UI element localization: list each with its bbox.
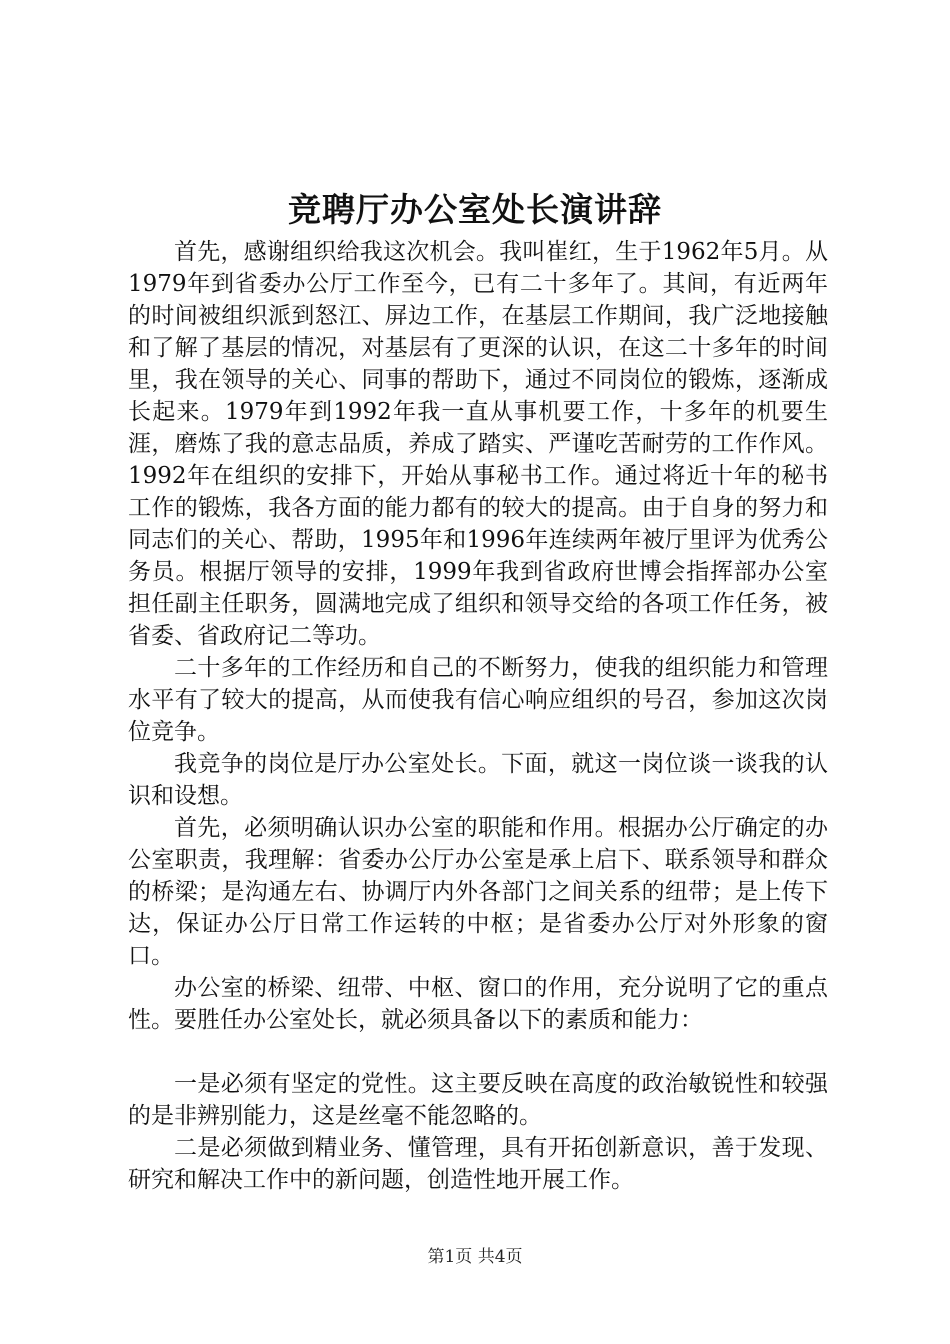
paragraph-position: 我竞争的岗位是厅办公室处长。下面，就这一岗位谈一谈我的认识和设想。: [128, 751, 828, 809]
paragraph-requirements: 办公室的桥梁、纽带、中枢、窗口的作用，充分说明了它的重点性。要胜任办公室处长，就必须具备以下的素质和能力：: [128, 975, 828, 1033]
document-title: 竞聘厅办公室处长演讲辞: [288, 190, 662, 229]
page-number-footer: 第1页 共4页: [427, 1247, 523, 1267]
paragraph-experience: 二十多年的工作经历和自己的不断努力，使我的组织能力和管理水平有了较大的提高，从而使我有信心响应组织的号召，参加这次岗位竞争。: [128, 655, 828, 745]
paragraph-point-one: 一是必须有坚定的党性。这主要反映在高度的政治敏锐性和较强的是非辨别能力，这是丝毫不能忽略的。: [128, 1071, 828, 1129]
paragraph-office-role: 首先，必须明确认识办公室的职能和作用。根据办公厅确定的办公室职责，我理解：省委办公厅办公室是承上启下、联系领导和群众的桥梁；是沟通左右、协调厅内外各部门之间关系的纽带；是上传下达，保证办公厅日常工作运转的中枢；是省委办公厅对外形象的窗口。: [128, 815, 828, 969]
paragraph-intro: 首先，感谢组织给我这次机会。我叫崔红，生于1962年5月。从1979年到省委办公厅工作至今，已有二十多年了。其间，有近两年的时间被组织派到怒江、屏边工作，在基层工作期间，我广泛地接触和了解了基层的情况，对基层有了更深的认识，在这二十多年的时间里，我在领导的关心、同事的帮助下，通过不同岗位的锻炼，逐渐成长起来。1979年到1992年我一直从事机要工作，十多年的机要生涯，磨炼了我的意志品质，养成了踏实、严谨吃苦耐劳的工作作风。1992年在组织的安排下，开始从事秘书工作。通过将近十年的秘书工作的锻炼，我各方面的能力都有的较大的提高。由于自身的努力和同志们的关心、帮助，1995年和1996年连续两年被厅里评为优秀公务员。根据厅领导的安排，1999年我到省政府世博会指挥部办公室担任副主任职务，圆满地完成了组织和领导交给的各项工作任务，被省委、省政府记二等功。: [128, 239, 828, 649]
document-body: [128, 236, 828, 1196]
paragraph-point-two: 二是必须做到精业务、懂管理，具有开拓创新意识，善于发现、研究和解决工作中的新问题，创造性地开展工作。: [128, 1135, 828, 1193]
